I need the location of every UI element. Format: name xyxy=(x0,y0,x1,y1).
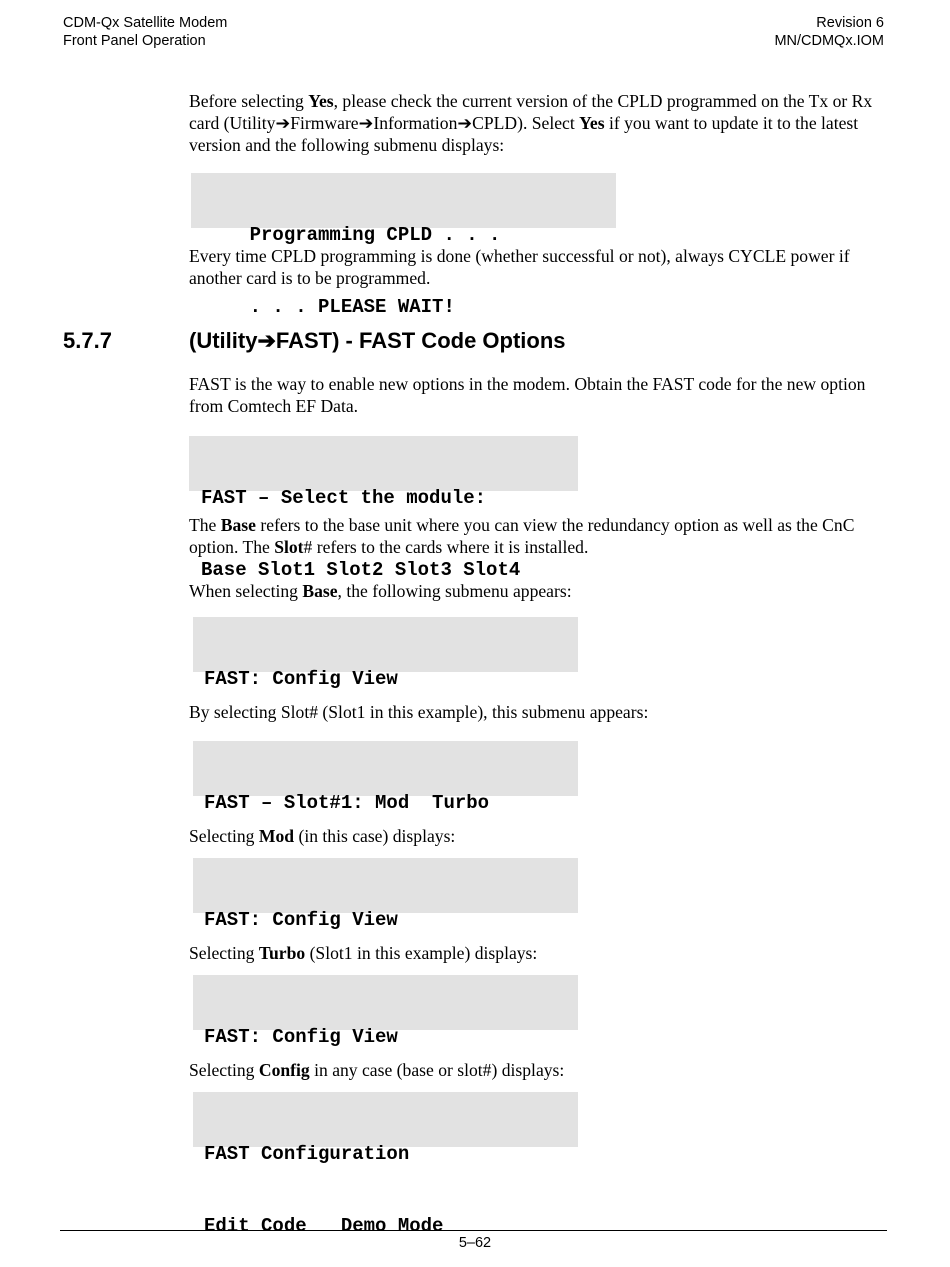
section-title: (Utility➔FAST) - FAST Code Options xyxy=(189,328,566,353)
lcd-screen-config: FAST Configuration Edit Code Demo Mode xyxy=(193,1092,578,1147)
paragraph-selecting-mod: Selecting Mod (in this case) displays: xyxy=(189,826,456,846)
footer-divider xyxy=(60,1230,887,1231)
header-left xyxy=(63,14,227,50)
paragraph-cpld-check: Before selecting Yes, please check the current version of the CPLD programmed on the Tx or Rx card (Utility➔Firmware➔Information➔CPLD). Select Yes if you want to update it to the latest version and the following submenu displays: xyxy=(189,91,873,155)
header-doc-number: MN/CDMQx.IOM xyxy=(774,33,884,49)
paragraph-selecting-config: Selecting Config in any case (base or slot#) displays: xyxy=(189,1060,565,1080)
paragraph-fast-intro: FAST is the way to enable new options in the modem. Obtain the FAST code for the new option from Comtech EF Data. xyxy=(189,374,866,416)
paragraph-selecting-base: When selecting Base, the following submenu appears: xyxy=(189,581,572,601)
paragraph-selecting-slot: By selecting Slot# (Slot1 in this example), this submenu appears: xyxy=(189,702,649,722)
lcd-screen-slot: FAST – Slot#1: Mod Turbo xyxy=(193,741,578,796)
lcd-screen-cpld: Programming CPLD . . . . . . PLEASE WAIT! xyxy=(191,173,616,228)
header-right xyxy=(774,14,884,50)
lcd-screen-mod: FAST: Config View xyxy=(193,858,578,913)
paragraph-selecting-turbo: Selecting Turbo (Slot1 in this example) displays: xyxy=(189,943,538,963)
lcd-screen-turbo: FAST: Config View xyxy=(193,975,578,1030)
header-revision: Revision 6 xyxy=(816,15,884,31)
lcd-screen-base: FAST: Config View xyxy=(193,617,578,672)
lcd-screen-select-module: FAST – Select the module: Base Slot1 Slot2 Slot3 Slot4 xyxy=(189,436,578,491)
page-number: 5–62 xyxy=(458,1235,492,1251)
header-doc-title: CDM-Qx Satellite Modem xyxy=(63,15,228,31)
section-number: 5.7.7 xyxy=(63,328,112,353)
header-chapter: Front Panel Operation xyxy=(63,33,206,49)
paragraph-cycle-power: Every time CPLD programming is done (whether successful or not), always CYCLE power if another card is to be programmed. xyxy=(189,246,850,288)
paragraph-base-slot: The Base refers to the base unit where you can view the redundancy option as well as the CnC option. The Slot# refers to the cards where it is installed. xyxy=(189,515,855,557)
